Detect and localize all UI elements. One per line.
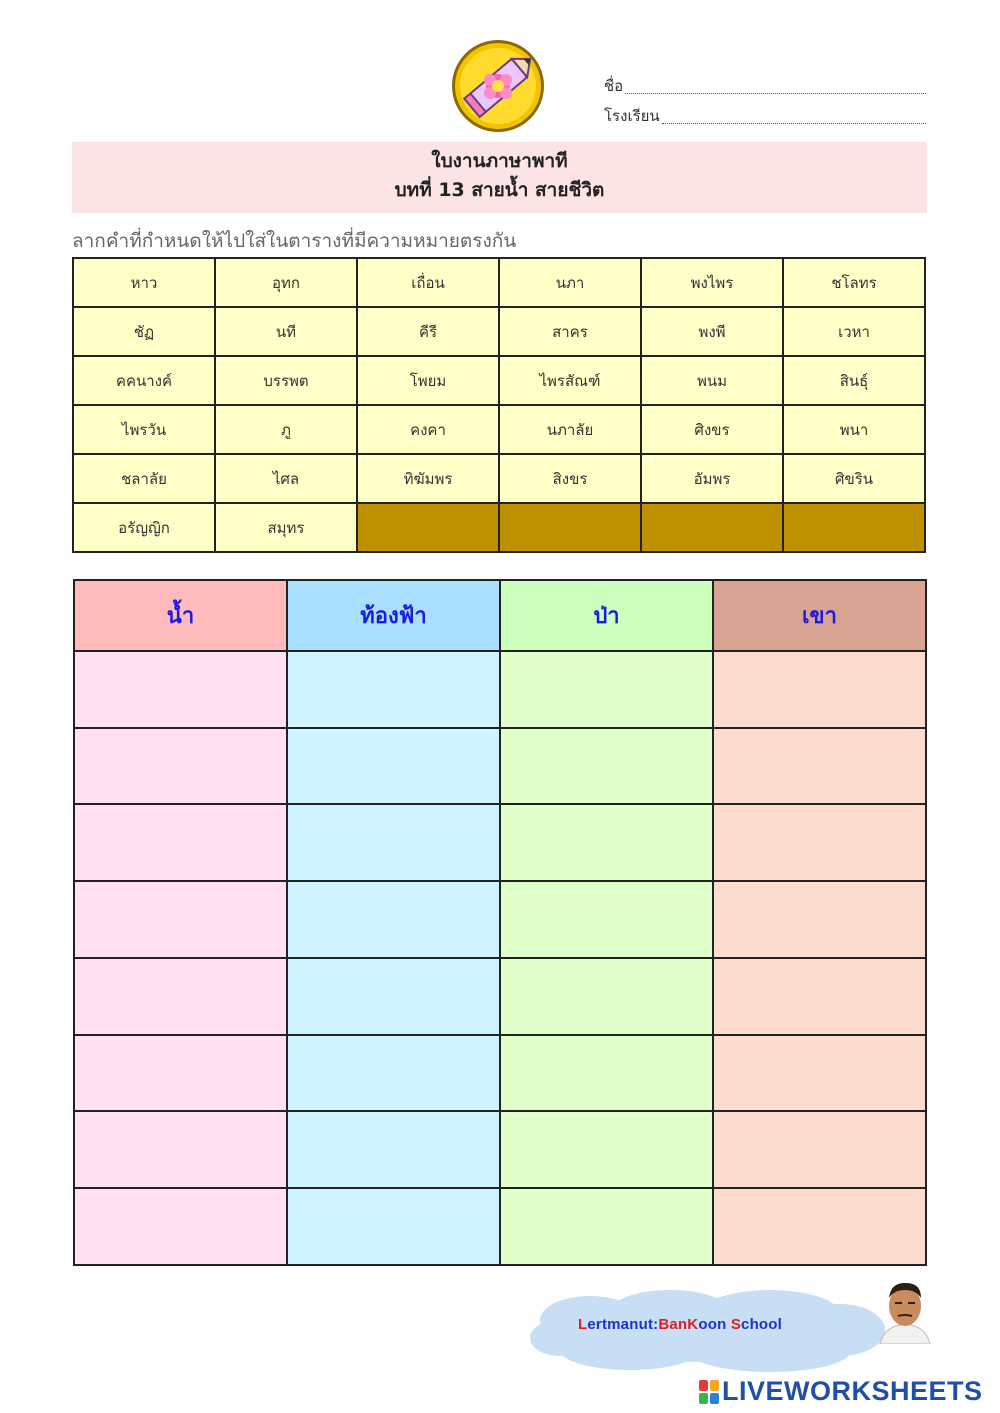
drop-zone-water[interactable] — [74, 958, 287, 1035]
word-tile[interactable]: คีรี — [357, 307, 499, 356]
drop-zone-mountain[interactable] — [713, 804, 926, 881]
drop-zone-sky[interactable] — [287, 1035, 500, 1112]
drop-zone-water[interactable] — [74, 651, 287, 728]
worksheet-title-line1: ใบงานภาษาพาที — [431, 150, 568, 172]
name-dotted-line — [625, 93, 926, 94]
drop-zone-water[interactable] — [74, 881, 287, 958]
drop-zone-sky[interactable] — [287, 881, 500, 958]
liveworksheets-brand — [698, 1376, 983, 1407]
name-field[interactable] — [604, 74, 926, 98]
word-tile[interactable]: อุทก — [215, 258, 357, 307]
answer-row — [74, 651, 926, 728]
answer-row — [74, 1111, 926, 1188]
word-tile[interactable]: เวหา — [783, 307, 925, 356]
drop-zone-mountain[interactable] — [713, 651, 926, 728]
word-tile[interactable]: พนม — [641, 356, 783, 405]
word-bank-row — [73, 454, 925, 503]
word-tile[interactable]: นภา — [499, 258, 641, 307]
category-header-mountain: เขา — [713, 580, 926, 651]
school-field[interactable] — [604, 104, 926, 128]
word-tile[interactable]: ภู — [215, 405, 357, 454]
word-tile[interactable]: พงพี — [641, 307, 783, 356]
teacher-portrait-icon — [876, 1278, 934, 1344]
drop-zone-sky[interactable] — [287, 958, 500, 1035]
drop-zone-forest[interactable] — [500, 804, 713, 881]
credit-part: chool — [741, 1316, 783, 1333]
category-table — [73, 579, 927, 1266]
drop-zone-forest[interactable] — [500, 958, 713, 1035]
word-bank-row — [73, 307, 925, 356]
word-tile[interactable]: บรรพต — [215, 356, 357, 405]
drop-zone-mountain[interactable] — [713, 1188, 926, 1265]
answer-row — [74, 1188, 926, 1265]
word-tile[interactable]: ไพรสัณฑ์ — [499, 356, 641, 405]
word-tile[interactable]: หาว — [73, 258, 215, 307]
word-tile[interactable]: ศิงขร — [641, 405, 783, 454]
word-bank-row — [73, 356, 925, 405]
word-tile[interactable]: อรัญญิก — [73, 503, 215, 552]
word-tile[interactable]: สาคร — [499, 307, 641, 356]
word-tile[interactable]: สมุทร — [215, 503, 357, 552]
category-header-forest: ป่า — [500, 580, 713, 651]
empty-filler-cell — [499, 503, 641, 552]
pencil-flower-logo-icon — [450, 38, 546, 134]
drop-zone-mountain[interactable] — [713, 881, 926, 958]
word-bank-table — [72, 257, 926, 553]
drop-zone-mountain[interactable] — [713, 728, 926, 805]
category-header-water: น้ำ — [74, 580, 287, 651]
word-tile[interactable]: ทิฆัมพร — [357, 454, 499, 503]
drop-zone-forest[interactable] — [500, 1111, 713, 1188]
word-tile[interactable]: สิงขร — [499, 454, 641, 503]
empty-filler-cell — [357, 503, 499, 552]
drop-zone-water[interactable] — [74, 804, 287, 881]
category-header-sky: ท้องฟ้า — [287, 580, 500, 651]
worksheet-title-line2: บทที่ 13 สายน้ำ สายชีวิต — [394, 179, 605, 201]
drop-zone-water[interactable] — [74, 728, 287, 805]
empty-filler-cell — [783, 503, 925, 552]
word-bank-row — [73, 258, 925, 307]
school-label: โรงเรียน — [604, 107, 660, 125]
school-dotted-line — [662, 123, 926, 124]
credit-part: oon — [698, 1316, 731, 1333]
drop-zone-forest[interactable] — [500, 651, 713, 728]
instruction-text: ลากคำที่กำหนดให้ไปใส่ในตารางที่มีความหมายตรงกัน — [72, 230, 517, 252]
word-tile[interactable]: นภาลัย — [499, 405, 641, 454]
drop-zone-sky[interactable] — [287, 728, 500, 805]
word-tile[interactable]: พงไพร — [641, 258, 783, 307]
word-tile[interactable]: คคนางค์ — [73, 356, 215, 405]
word-tile[interactable]: พนา — [783, 405, 925, 454]
drop-zone-mountain[interactable] — [713, 1111, 926, 1188]
drop-zone-mountain[interactable] — [713, 1035, 926, 1112]
word-tile[interactable]: ชโลทร — [783, 258, 925, 307]
word-tile[interactable]: สินธุ์ — [783, 356, 925, 405]
answer-row — [74, 1035, 926, 1112]
answer-row — [74, 958, 926, 1035]
word-tile[interactable]: ชัฏ — [73, 307, 215, 356]
word-tile[interactable]: คงคา — [357, 405, 499, 454]
drop-zone-forest[interactable] — [500, 728, 713, 805]
drop-zone-water[interactable] — [74, 1188, 287, 1265]
word-tile[interactable]: โพยม — [357, 356, 499, 405]
word-tile[interactable]: เถื่อน — [357, 258, 499, 307]
answer-row — [74, 728, 926, 805]
drop-zone-sky[interactable] — [287, 804, 500, 881]
drop-zone-water[interactable] — [74, 1111, 287, 1188]
name-label: ชื่อ — [604, 77, 624, 95]
category-header-row — [74, 580, 926, 651]
drop-zone-water[interactable] — [74, 1035, 287, 1112]
drop-zone-sky[interactable] — [287, 1111, 500, 1188]
word-tile[interactable]: อัมพร — [641, 454, 783, 503]
drop-zone-forest[interactable] — [500, 881, 713, 958]
worksheet-title — [72, 142, 927, 213]
answer-row — [74, 804, 926, 881]
word-bank-row — [73, 503, 925, 552]
word-tile[interactable]: ไพรวัน — [73, 405, 215, 454]
word-bank-row — [73, 405, 925, 454]
credit-part: K — [687, 1316, 699, 1333]
credit-text — [578, 1316, 782, 1333]
credit-part: ertmanut: — [587, 1316, 659, 1333]
word-tile[interactable]: ศิขริน — [783, 454, 925, 503]
liveworksheets-wordmark: LIVEWORKSHEETS — [722, 1376, 983, 1406]
empty-filler-cell — [641, 503, 783, 552]
credit-part: S — [730, 1316, 742, 1333]
credit-part: L — [578, 1316, 588, 1333]
drop-zone-forest[interactable] — [500, 1188, 713, 1265]
drop-zone-forest[interactable] — [500, 1035, 713, 1112]
answer-row — [74, 881, 926, 958]
drop-zone-mountain[interactable] — [713, 958, 926, 1035]
liveworksheets-logo-icon — [698, 1379, 720, 1405]
word-tile[interactable]: นที — [215, 307, 357, 356]
drop-zone-sky[interactable] — [287, 651, 500, 728]
drop-zone-sky[interactable] — [287, 1188, 500, 1265]
word-tile[interactable]: ไศล — [215, 454, 357, 503]
word-tile[interactable]: ชลาลัย — [73, 454, 215, 503]
credit-part: Ban — [658, 1316, 688, 1333]
